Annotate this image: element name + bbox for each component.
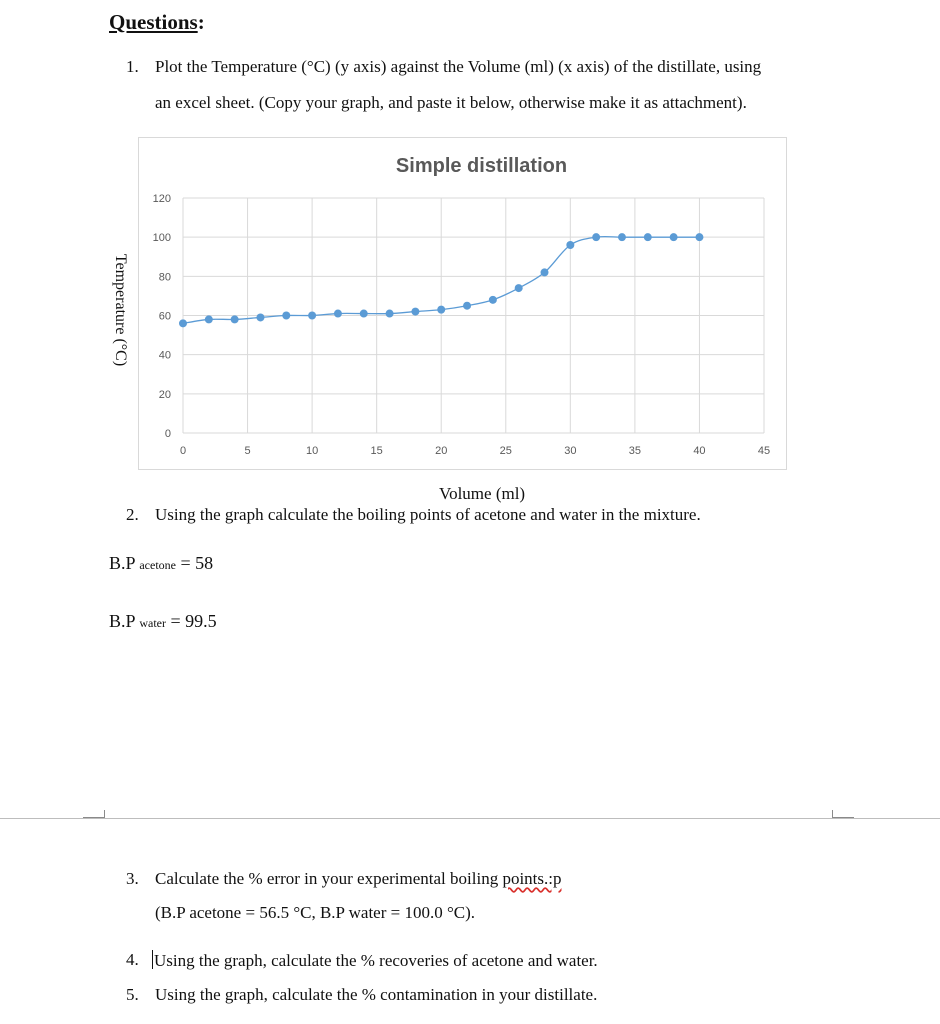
data-point: [231, 315, 239, 323]
y-tick-label: 100: [152, 232, 171, 245]
q5-number: 5.: [126, 985, 139, 1004]
data-point: [386, 310, 394, 318]
y-tick-label: 0: [164, 428, 171, 440]
data-point: [205, 315, 213, 323]
x-tick-label: 25: [499, 445, 512, 457]
questions-heading: Questions:: [109, 10, 205, 34]
q3-number: 3.: [126, 869, 139, 888]
q1-line2: an excel sheet. (Copy your graph, and paste it below, otherwise make it as attachment).: [155, 93, 747, 112]
x-tick-label: 35: [628, 445, 642, 457]
q2-text: Using the graph calculate the boiling points of acetone and water in the mixture.: [155, 505, 701, 524]
data-point: [334, 310, 342, 318]
x-tick-label: 0: [179, 445, 187, 457]
y-tick-label: 120: [152, 193, 171, 205]
chart-title: Simple distillation: [395, 155, 568, 177]
page-break-line: [0, 818, 940, 819]
q1-line1: Plot the Temperature (°C) (y axis) against the Volume (ml) (x axis) of the distillate, using: [155, 57, 762, 76]
x-tick-label: 15: [370, 445, 383, 457]
data-point: [695, 233, 703, 241]
q4-number: 4.: [126, 950, 139, 969]
x-tick-label: 10: [305, 445, 319, 457]
y-tick-label: 40: [158, 349, 171, 362]
data-point: [282, 312, 290, 320]
data-point: [644, 233, 652, 241]
data-point: [670, 233, 678, 241]
data-point: [515, 284, 523, 292]
bp-acetone-value: = 58: [180, 553, 214, 573]
x-tick-label: 40: [693, 445, 706, 457]
data-point: [541, 268, 549, 276]
y-tick-label: 20: [158, 388, 171, 401]
q4-text: [152, 950, 598, 971]
q3-line2: (B.P acetone = 56.5 °C, B.P water = 100.0 °C).: [155, 903, 476, 922]
y-tick-label: 80: [158, 271, 171, 284]
data-point: [308, 312, 316, 320]
data-point: [566, 241, 574, 249]
data-point: [618, 233, 626, 241]
data-point: [489, 296, 497, 304]
data-point: [411, 308, 419, 316]
x-tick-label: 5: [244, 445, 251, 457]
text-cursor: [152, 950, 153, 969]
x-tick-label: 20: [435, 445, 448, 457]
x-tick-label: 30: [564, 445, 577, 457]
data-point: [592, 233, 600, 241]
bp-acetone: [109, 553, 213, 574]
bp-water-sub: water: [139, 616, 167, 630]
data-point: [360, 310, 368, 318]
bp-water: [109, 611, 217, 632]
x-tick-label: 45: [757, 445, 771, 457]
bp-acetone-prefix: B.P: [109, 553, 135, 573]
q3-text: [155, 869, 561, 889]
q4-text-content: Using the graph, calculate the % recoveries of acetone and water.: [154, 951, 598, 970]
q1-number: 1.: [126, 57, 139, 76]
q3-text-main: Calculate the % error in your experimental boiling: [155, 869, 503, 888]
spellcheck-flagged-word[interactable]: points.:p: [502, 869, 562, 888]
y-axis-label: Temperature (°C): [112, 253, 129, 367]
x-axis-label: Volume (ml): [439, 484, 526, 503]
data-point: [437, 306, 445, 314]
scatter-chart: [139, 138, 786, 469]
data-point: [256, 313, 264, 321]
page-corner-mark-left: [83, 810, 105, 818]
page-corner-mark-right: [832, 810, 854, 818]
bp-water-value: = 99.5: [170, 611, 217, 631]
bp-acetone-sub: acetone: [139, 558, 176, 572]
y-tick-label: 60: [158, 310, 171, 323]
q2-number: 2.: [126, 505, 139, 524]
data-point: [179, 319, 187, 327]
chart-container[interactable]: [138, 137, 787, 470]
q5-text: Using the graph, calculate the % contamination in your distillate.: [155, 985, 598, 1004]
data-point: [463, 302, 471, 310]
bp-water-prefix: B.P: [109, 611, 135, 631]
